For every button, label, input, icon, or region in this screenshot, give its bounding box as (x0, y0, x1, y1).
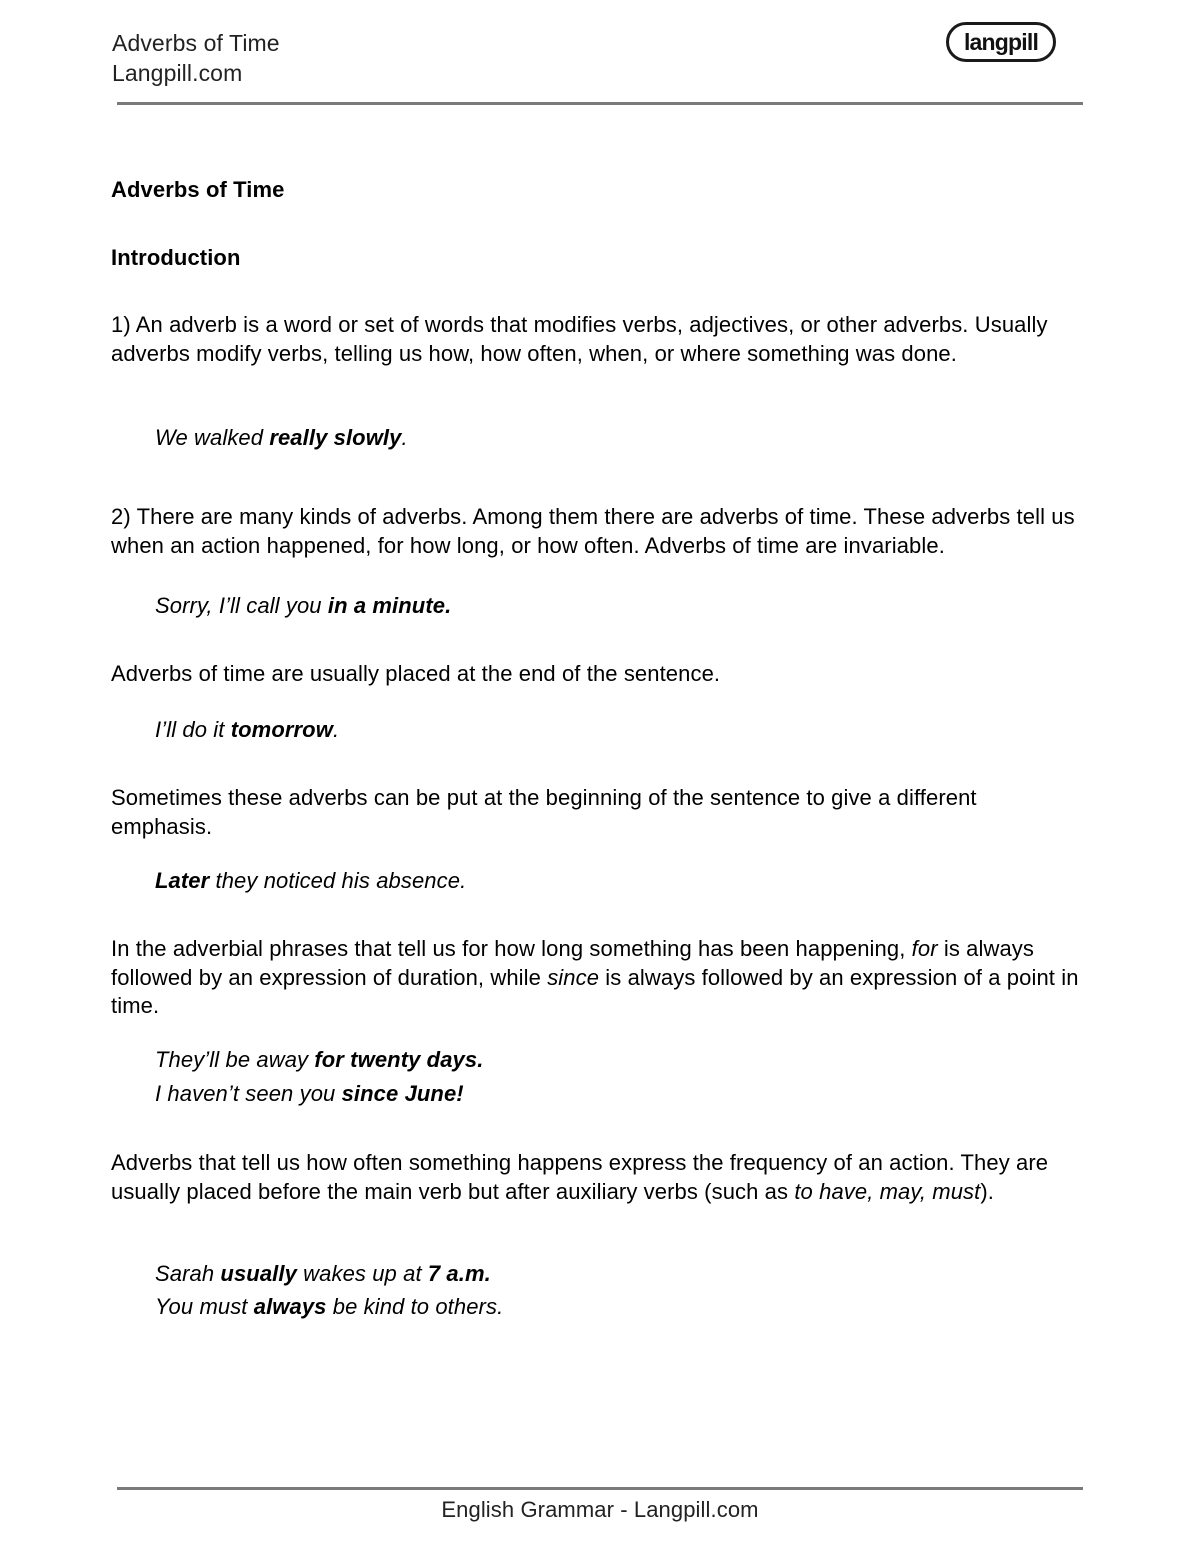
example-1: We walked really slowly. (155, 425, 408, 450)
paragraph-1: 1) An adverb is a word or set of words that modifies verbs, adjectives, or other adverbs. Usually adverbs modify verbs, telling us how, how often, when, or where something was done. (111, 312, 1048, 366)
header-text (112, 28, 280, 88)
header-site: Langpill.com (112, 60, 243, 86)
header-title: Adverbs of Time (112, 30, 280, 56)
example-6: I haven’t seen you since June! (155, 1081, 464, 1106)
example-8: You must always be kind to others. (155, 1294, 504, 1319)
paragraph-5: In the adverbial phrases that tell us for how long something has been happening, for is always followed by an expression of duration, while since is always followed by an expression of a point in time. (111, 936, 1079, 1018)
paragraph-2: 2) There are many kinds of adverbs. Among them there are adverbs of time. These adverbs tell us when an action happened, for how long, or how often. Adverbs of time are invariable. (111, 504, 1075, 558)
example-2: Sorry, I’ll call you in a minute. (155, 593, 452, 618)
paragraph-6: Adverbs that tell us how often something happens express the frequency of an action. They are usually placed before the main verb but after auxiliary verbs (such as to have, may, must). (111, 1150, 1049, 1204)
page-footer: English Grammar - Langpill.com (441, 1497, 759, 1522)
paragraph-3: Adverbs of time are usually placed at the end of the sentence. (111, 661, 721, 686)
example-4: Later they noticed his absence. (155, 868, 467, 893)
example-3: I’ll do it tomorrow. (155, 717, 340, 742)
example-5: They’ll be away for twenty days. (155, 1047, 484, 1072)
footer-divider (117, 1487, 1083, 1490)
example-7: Sarah usually wakes up at 7 a.m. (155, 1261, 491, 1286)
paragraph-4: Sometimes these adverbs can be put at the beginning of the sentence to give a different emphasis. (111, 785, 977, 839)
section-heading: Introduction (111, 245, 241, 270)
page-title: Adverbs of Time (111, 177, 285, 202)
header-divider (117, 102, 1083, 105)
langpill-logo: langpill (946, 22, 1056, 62)
